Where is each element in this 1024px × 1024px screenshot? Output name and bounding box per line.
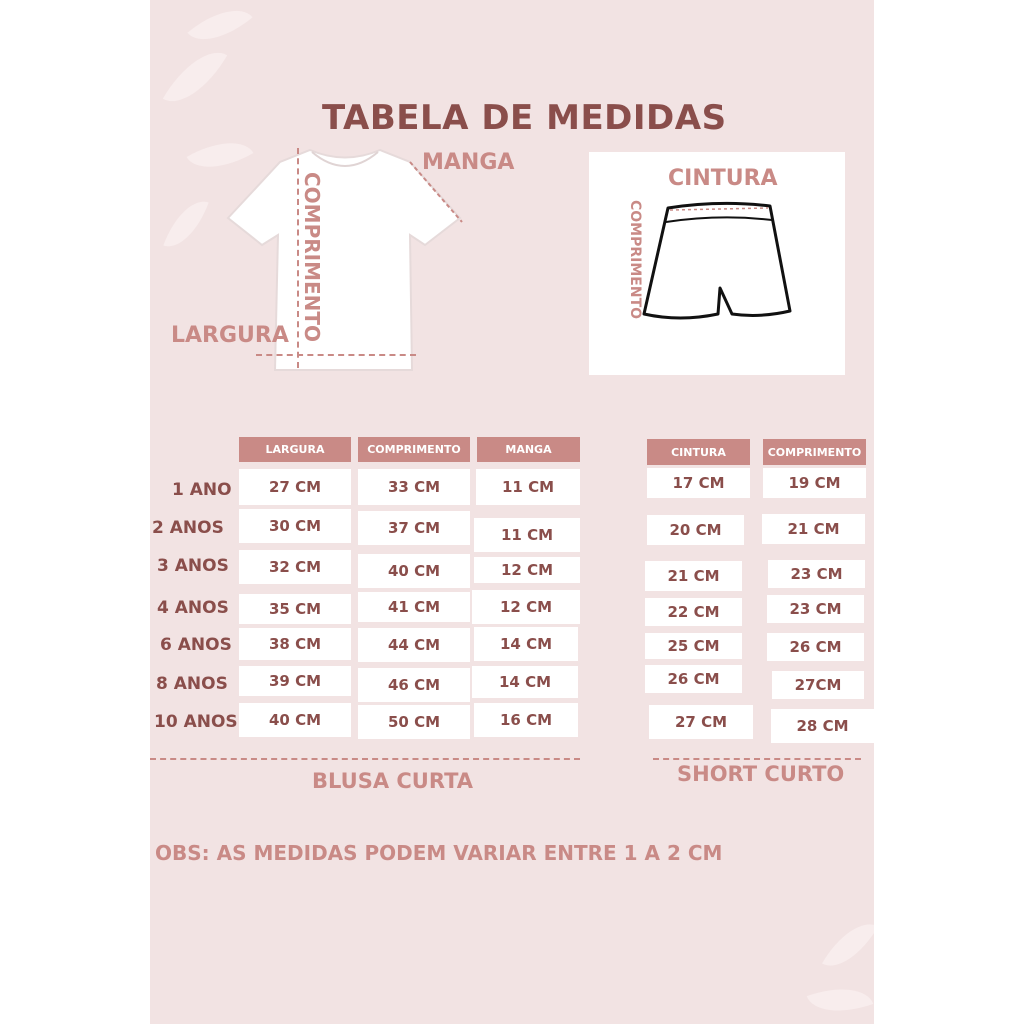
blusa-cell: 16 CM bbox=[474, 703, 578, 737]
blusa-cell: 11 CM bbox=[476, 469, 580, 505]
blusa-cell: 14 CM bbox=[472, 666, 578, 698]
short-caption: SHORT CURTO bbox=[677, 762, 845, 786]
short-cell: 19 CM bbox=[763, 468, 866, 498]
blusa-cell: 11 CM bbox=[474, 518, 580, 552]
short-cell: 26 CM bbox=[767, 633, 864, 661]
short-cell: 20 CM bbox=[647, 515, 744, 545]
age-label: 2 ANOS bbox=[152, 518, 224, 538]
blusa-cell: 40 CM bbox=[239, 703, 351, 737]
shirt-width-line bbox=[256, 354, 416, 356]
page-title: TABELA DE MEDIDAS bbox=[322, 98, 727, 138]
manga-label: MANGA bbox=[422, 150, 515, 175]
short-header-comprimento: COMPRIMENTO bbox=[763, 439, 866, 465]
age-label: 10 ANOS bbox=[154, 712, 238, 732]
leaf-decoration-icon bbox=[807, 976, 874, 1024]
blusa-cell: 41 CM bbox=[358, 592, 470, 622]
blusa-caption: BLUSA CURTA bbox=[312, 769, 474, 793]
comprimento-label: COMPRIMENTO bbox=[300, 172, 324, 343]
leaf-decoration-icon bbox=[822, 912, 874, 979]
short-cell: 26 CM bbox=[645, 665, 742, 693]
short-cell: 25 CM bbox=[645, 633, 742, 659]
blusa-cell: 50 CM bbox=[358, 705, 470, 739]
blusa-cell: 30 CM bbox=[239, 509, 351, 543]
short-cell: 17 CM bbox=[647, 468, 750, 498]
leaf-decoration-icon bbox=[163, 193, 208, 255]
blusa-cell: 33 CM bbox=[358, 469, 470, 505]
short-cell: 27CM bbox=[772, 671, 864, 699]
short-cell: 22 CM bbox=[645, 598, 742, 626]
shorts-illustration-icon bbox=[640, 196, 800, 326]
blusa-cell: 32 CM bbox=[239, 550, 351, 584]
age-label: 4 ANOS bbox=[157, 598, 229, 618]
blusa-cell: 38 CM bbox=[239, 628, 351, 660]
short-cell: 28 CM bbox=[771, 709, 874, 743]
shirt-length-line bbox=[297, 148, 299, 368]
blusa-cell: 12 CM bbox=[474, 557, 580, 583]
blusa-header-manga: MANGA bbox=[477, 437, 580, 462]
age-label: 6 ANOS bbox=[160, 635, 232, 655]
blusa-header-largura: LARGURA bbox=[239, 437, 351, 462]
blusa-cell: 35 CM bbox=[239, 594, 351, 624]
blusa-header-comprimento: COMPRIMENTO bbox=[358, 437, 470, 462]
blusa-cell: 27 CM bbox=[239, 469, 351, 505]
note-text: OBS: AS MEDIDAS PODEM VARIAR ENTRE 1 A 2 CM bbox=[155, 841, 723, 865]
age-label: 1 ANO bbox=[172, 480, 232, 500]
blusa-cell: 14 CM bbox=[474, 627, 578, 661]
short-cell: 27 CM bbox=[649, 705, 753, 739]
short-cell: 21 CM bbox=[645, 561, 742, 591]
leaf-decoration-icon bbox=[163, 38, 227, 116]
short-comprimento-label: COMPRIMENTO bbox=[627, 200, 643, 320]
blusa-cell: 46 CM bbox=[358, 668, 470, 702]
age-label: 8 ANOS bbox=[156, 674, 228, 694]
short-cell: 21 CM bbox=[762, 514, 865, 544]
short-divider bbox=[653, 758, 861, 760]
blusa-cell: 39 CM bbox=[239, 666, 351, 696]
blusa-cell: 44 CM bbox=[358, 628, 470, 662]
blusa-cell: 37 CM bbox=[358, 511, 470, 545]
blusa-cell: 12 CM bbox=[472, 590, 580, 624]
blusa-cell: 40 CM bbox=[358, 554, 470, 588]
largura-label: LARGURA bbox=[171, 323, 289, 348]
age-label: 3 ANOS bbox=[157, 556, 229, 576]
short-cell: 23 CM bbox=[768, 560, 865, 588]
cintura-label: CINTURA bbox=[668, 166, 778, 191]
short-header-cintura: CINTURA bbox=[647, 439, 750, 465]
blusa-divider bbox=[150, 758, 580, 760]
leaf-decoration-icon bbox=[187, 0, 252, 56]
short-cell: 23 CM bbox=[767, 595, 864, 623]
